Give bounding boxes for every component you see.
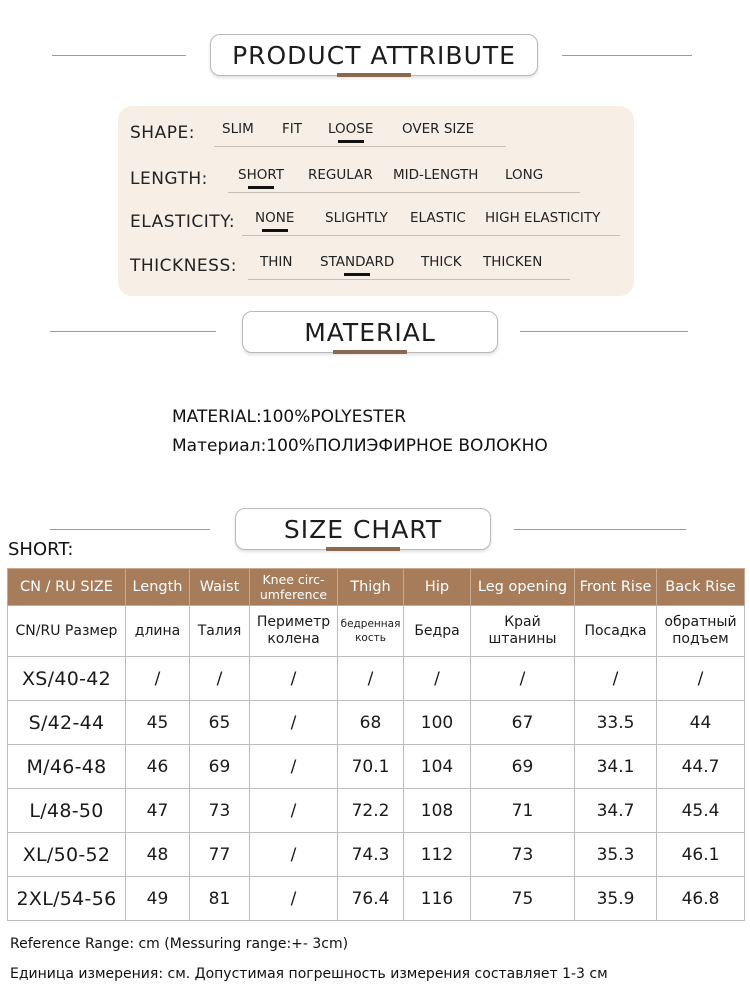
attribute-label: SHAPE: (130, 123, 195, 143)
section-title-text: MATERIAL (304, 317, 436, 347)
table-row (8, 657, 745, 701)
value-cell: / (250, 657, 338, 701)
value-cell: / (250, 701, 338, 745)
attribute-label: LENGTH: (130, 169, 208, 189)
header-cell: Length (126, 569, 190, 606)
value-cell: / (250, 833, 338, 877)
header-ru-cell: Периметр колена (250, 606, 338, 657)
divider-left (50, 529, 210, 530)
footer-note-ru: Единица измерения: см. Допустимая погрешность измерения составляет 1-3 см (10, 966, 608, 982)
value-cell: 44 (657, 701, 745, 745)
value-cell: 73 (190, 789, 250, 833)
divider-left (50, 331, 216, 332)
header-ru-cell: CN/RU Размер (8, 606, 126, 657)
value-cell: 44.7 (657, 745, 745, 789)
value-cell: 73 (471, 833, 575, 877)
option-mid-length: MID-LENGTH (393, 167, 479, 183)
section-title-material (242, 311, 498, 353)
value-cell: 49 (126, 877, 190, 921)
accent-bar (337, 73, 411, 77)
value-cell: / (657, 657, 745, 701)
divider-right (520, 331, 688, 332)
material-en: MATERIAL:100%POLYESTER (172, 407, 407, 427)
option-thin: THIN (260, 254, 293, 270)
size-chart-title: SHORT: (8, 539, 74, 560)
option-elastic: ELASTIC (410, 210, 466, 226)
value-cell: 71 (471, 789, 575, 833)
size-cell: S/42-44 (8, 701, 126, 745)
option-over-size: OVER SIZE (402, 121, 475, 137)
option-slightly: SLIGHTLY (325, 210, 388, 226)
value-cell: / (575, 657, 657, 701)
attribute-underline (248, 279, 570, 280)
value-cell: 68 (338, 701, 404, 745)
value-cell: 35.9 (575, 877, 657, 921)
value-cell: 65 (190, 701, 250, 745)
option-regular: REGULAR (308, 167, 373, 183)
header-cell: Waist (190, 569, 250, 606)
value-cell: / (404, 657, 471, 701)
size-cell: M/46-48 (8, 745, 126, 789)
header-cell: Hip (404, 569, 471, 606)
value-cell: 116 (404, 877, 471, 921)
value-cell: 70.1 (338, 745, 404, 789)
table-row (8, 701, 745, 745)
value-cell: / (250, 745, 338, 789)
value-cell: 34.1 (575, 745, 657, 789)
value-cell: 81 (190, 877, 250, 921)
divider-right (562, 55, 692, 56)
table-header-ru-row (8, 606, 745, 657)
value-cell: 46.8 (657, 877, 745, 921)
size-cell: 2XL/54-56 (8, 877, 126, 921)
value-cell: 34.7 (575, 789, 657, 833)
size-table (7, 568, 745, 921)
header-ru-cell: Край штанины (471, 606, 575, 657)
header-ru-cell: Бедра (404, 606, 471, 657)
divider-left (52, 55, 186, 56)
value-cell: 100 (404, 701, 471, 745)
value-cell: 67 (471, 701, 575, 745)
header-ru-cell: обратный подъем (657, 606, 745, 657)
value-cell: 74.3 (338, 833, 404, 877)
section-title-text: SIZE CHART (283, 514, 443, 544)
accent-bar (333, 350, 407, 354)
option-slim: SLIM (222, 121, 254, 137)
table-row (8, 833, 745, 877)
accent-bar (326, 547, 400, 551)
header-ru-cell: длина (126, 606, 190, 657)
section-title-product-attribute (210, 34, 538, 76)
option-high-elasticity: HIGH ELASTICITY (485, 210, 601, 226)
attribute-label: THICKNESS: (130, 256, 237, 276)
header-cell: Front Rise (575, 569, 657, 606)
value-cell: / (250, 877, 338, 921)
value-cell: 75 (471, 877, 575, 921)
value-cell: / (126, 657, 190, 701)
value-cell: 33.5 (575, 701, 657, 745)
table-row (8, 745, 745, 789)
value-cell: 104 (404, 745, 471, 789)
value-cell: 108 (404, 789, 471, 833)
header-cell: Thigh (338, 569, 404, 606)
header-cell: Back Rise (657, 569, 745, 606)
attribute-underline (228, 192, 580, 193)
option-none-selected: NONE (255, 210, 295, 226)
value-cell: 76.4 (338, 877, 404, 921)
attribute-label: ELASTICITY: (130, 212, 236, 232)
value-cell: 48 (126, 833, 190, 877)
value-cell: 45.4 (657, 789, 745, 833)
option-long: LONG (505, 167, 544, 183)
attribute-panel (118, 106, 634, 296)
size-cell: XL/50-52 (8, 833, 126, 877)
material-ru: Материал:100%ПОЛИЭФИРНОЕ ВОЛОКНО (172, 436, 548, 456)
footer-note-en: Reference Range: cm (Messuring range:+- 3cm) (10, 936, 349, 952)
table-row (8, 789, 745, 833)
header-cell: CN / RU SIZE (8, 569, 126, 606)
section-title-size-chart (235, 508, 491, 550)
value-cell: 46.1 (657, 833, 745, 877)
table-row (8, 877, 745, 921)
divider-right (514, 529, 686, 530)
section-title-text: PRODUCT ATTRIBUTE (232, 40, 516, 70)
value-cell: / (190, 657, 250, 701)
header-cell: Knee circ-umference (250, 569, 338, 606)
value-cell: 77 (190, 833, 250, 877)
option-thick: THICK (421, 254, 462, 270)
attribute-underline (242, 235, 620, 236)
value-cell: / (338, 657, 404, 701)
attribute-underline (214, 146, 506, 147)
value-cell: 47 (126, 789, 190, 833)
table-header-row (8, 569, 745, 606)
value-cell: 69 (471, 745, 575, 789)
value-cell: 45 (126, 701, 190, 745)
option-short-selected: SHORT (238, 167, 284, 183)
header-ru-cell: Посадка (575, 606, 657, 657)
option-thicken: THICKEN (483, 254, 543, 270)
option-standard-selected: STANDARD (320, 254, 395, 270)
value-cell: / (471, 657, 575, 701)
header-ru-cell: бедренная кость (338, 606, 404, 657)
header-cell: Leg opening (471, 569, 575, 606)
value-cell: 69 (190, 745, 250, 789)
option-fit: FIT (282, 121, 302, 137)
size-cell: XS/40-42 (8, 657, 126, 701)
value-cell: 46 (126, 745, 190, 789)
header-ru-cell: Талия (190, 606, 250, 657)
option-loose-selected: LOOSE (328, 121, 374, 137)
value-cell: / (250, 789, 338, 833)
size-cell: L/48-50 (8, 789, 126, 833)
value-cell: 112 (404, 833, 471, 877)
value-cell: 35.3 (575, 833, 657, 877)
value-cell: 72.2 (338, 789, 404, 833)
